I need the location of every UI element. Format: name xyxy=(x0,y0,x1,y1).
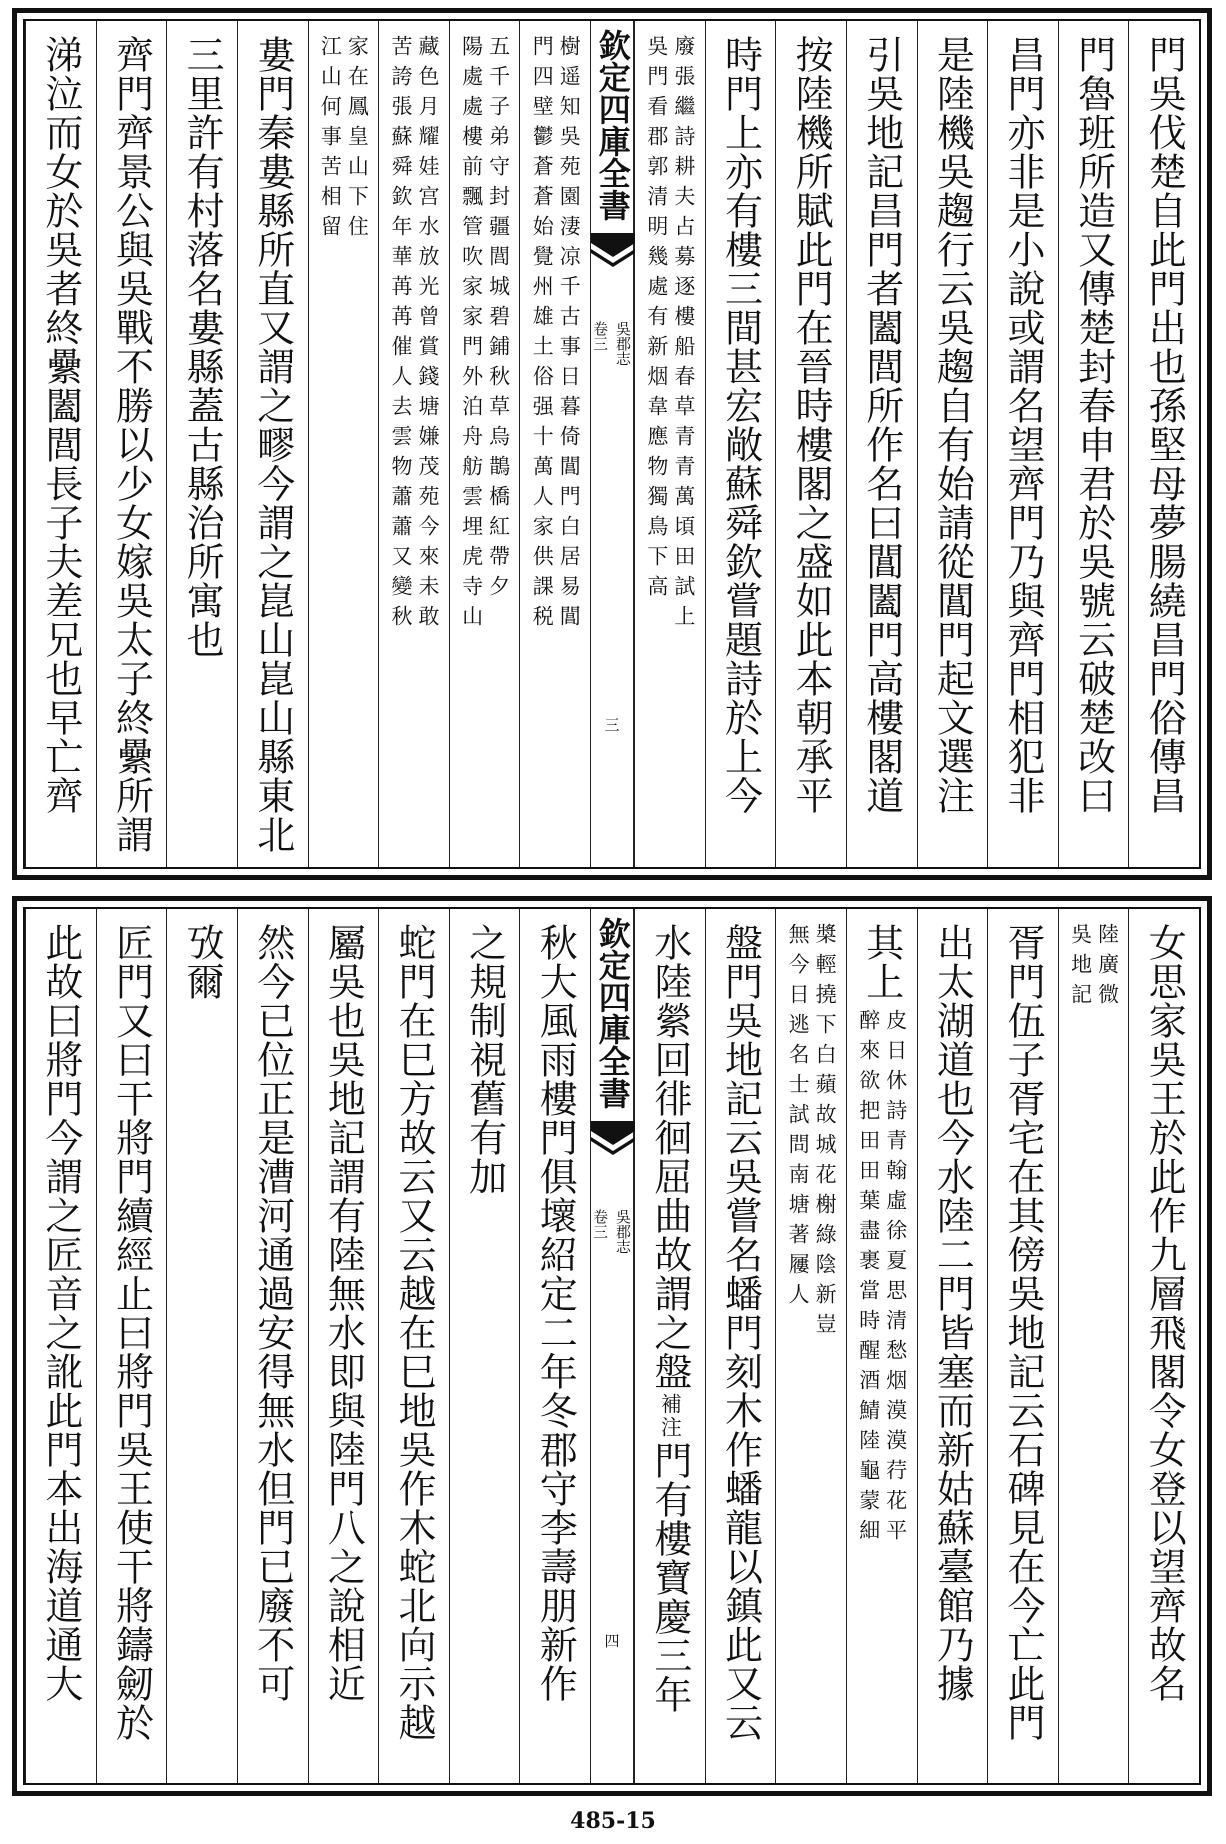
annotation-pair xyxy=(646,35,694,867)
text-column xyxy=(917,21,988,867)
text-column xyxy=(308,909,379,1783)
main-text: 三里許有村落名婁縣蓋古縣治所寓也 xyxy=(180,35,225,659)
text-column xyxy=(96,909,167,1783)
volume-label: 卷三 xyxy=(591,321,609,351)
leaf-number: 四 xyxy=(602,1633,621,1648)
text-column xyxy=(1128,21,1199,867)
text-column xyxy=(634,21,705,867)
text-column xyxy=(987,21,1058,867)
annotation-line: 吳門看郡郭清明幾處有新烟韋應物獨鳥下高 xyxy=(644,35,669,605)
main-text: 此故曰將門今謂之匠音之訛此門本出海道通大 xyxy=(38,923,83,1703)
text-column xyxy=(705,21,776,867)
annotation-pair xyxy=(786,923,838,1783)
main-text: 秋大風雨樓門俱壞紹定二年冬郡守李壽朋新作 xyxy=(533,923,578,1703)
text-column xyxy=(449,21,520,867)
annotation-note: 補注 xyxy=(658,1393,683,1439)
main-text: 然今已位正是漕河通過安得無水但門已廢不可 xyxy=(250,923,295,1703)
main-text: 婁門秦婁縣所直又謂之疁今謂之崑山崑山縣東北 xyxy=(250,35,295,854)
text-column xyxy=(449,909,520,1783)
text-column xyxy=(846,909,917,1783)
annotation-line: 江山何事苦相留 xyxy=(318,35,343,245)
text-column xyxy=(1058,21,1129,867)
text-column xyxy=(519,21,590,867)
annotation-line: 家在鳳皇山下住 xyxy=(345,35,370,245)
main-text: 昌門亦非是小說或謂名望齊門乃與齊門相犯非 xyxy=(1000,35,1045,815)
text-column xyxy=(705,909,776,1783)
main-text: 胥門伍子胥宅在其傍吳地記云石碑見在今亡此門 xyxy=(1000,923,1045,1742)
annotation-line: 陸廣微 xyxy=(1095,923,1120,1013)
main-text: 盤門吳地記云吳嘗名蟠門刻木作蟠龍以鎮此又云 xyxy=(718,923,763,1742)
main-text: 齊門齊景公與吳戰不勝以少女嫁吳太子終纍所謂 xyxy=(109,35,154,854)
annotation-line: 醉來欲把田田葉盡裹當時醒酒鯖陸龜蒙細 xyxy=(856,1009,881,1549)
text-column xyxy=(166,909,237,1783)
text-column xyxy=(634,909,705,1783)
text-column xyxy=(775,21,846,867)
main-text: 之規制視舊有加 xyxy=(462,923,507,1196)
main-text: 水陸縈回徘徊屈曲故謂之盤 xyxy=(647,923,692,1391)
annotation-line: 苦誇張蘇舜欽年華苒苒催人去雲物蕭蕭又變秋 xyxy=(388,35,413,635)
main-text: 時門上亦有樓三間甚宏敞蘇舜欽嘗題詩於上今 xyxy=(718,35,763,815)
page-number: 485-15 xyxy=(570,1808,656,1834)
text-column xyxy=(1128,909,1199,1783)
text-column xyxy=(775,909,846,1783)
lower-text-panel xyxy=(23,907,1201,1785)
main-text: 女思家吳王於此作九層飛閣令女登以望齊故名 xyxy=(1142,923,1187,1703)
fishtail-mark-icon xyxy=(591,233,635,267)
main-text: 門吳伐楚自此門出也孫堅母夢腸繞昌門俗傳昌 xyxy=(1142,35,1187,815)
text-column xyxy=(25,909,96,1783)
upper-text-panel xyxy=(23,19,1201,869)
annotation-pair xyxy=(858,1009,906,1549)
text-column xyxy=(166,21,237,867)
fishtail-mark-icon xyxy=(591,1121,635,1155)
volume-label: 卷三 xyxy=(591,1209,609,1239)
center-fold-column xyxy=(590,909,634,1783)
annotation-line: 無今日逃名士試問南塘著屨人 xyxy=(786,923,811,1313)
annotation-pair xyxy=(390,35,438,867)
main-text: 屬吳也吳地記謂有陸無水即與陸門八之說相近 xyxy=(321,923,366,1703)
annotation-pair xyxy=(461,35,509,867)
text-column xyxy=(25,21,96,867)
text-column xyxy=(1058,909,1129,1783)
text-column xyxy=(846,21,917,867)
collection-title: 欽定四庫全書 xyxy=(593,29,632,221)
annotation-pair xyxy=(1070,923,1118,1783)
annotation-pair xyxy=(318,35,370,867)
text-column xyxy=(378,21,449,867)
annotation-line: 廢張繼詩耕夫占募逐樓船春草青青萬頃田試上 xyxy=(671,35,696,635)
text-column xyxy=(308,21,379,867)
main-text: 是陸機吳趨行云吳趨自有始請從閶門起文選注 xyxy=(930,35,975,815)
text-column xyxy=(987,909,1058,1783)
main-text: 攷爾 xyxy=(180,923,225,1001)
text-column xyxy=(519,909,590,1783)
book-title: 吳郡志 xyxy=(614,321,632,366)
main-text: 門有樓寶慶三年 xyxy=(647,1441,692,1714)
main-text: 匠門又曰干將門續經止曰將門吳王使干將鑄劒於 xyxy=(109,923,154,1742)
annotation-line: 藏色月耀娃宫水放光曾賞錢塘嫌茂苑今來未敢 xyxy=(415,35,440,635)
main-text: 出太湖道也今水陸二門皆塞而新姑蘇臺館乃據 xyxy=(930,923,975,1703)
text-column xyxy=(237,909,308,1783)
annotation-pair xyxy=(530,35,582,867)
main-text: 按陸機所賦此門在晉時樓閣之盛如此本朝承平 xyxy=(789,35,834,815)
main-text: 門魯班所造又傳楚封春申君於吳號云破楚改曰 xyxy=(1071,35,1116,815)
leaf-number: 三 xyxy=(602,717,621,732)
annotation-line: 五千子弟守封疆閭城碧鋪秋草烏鵲橋紅帶夕 xyxy=(486,35,511,605)
text-column xyxy=(237,21,308,867)
annotation-line: 門四壁鬱蒼蒼始覺州雄土俗强十萬人家供課税 xyxy=(530,35,555,635)
main-text: 引吳地記昌門者闔閭所作名曰閶闔門高樓閣道 xyxy=(859,35,904,815)
center-fold-column xyxy=(590,21,634,867)
book-title: 吳郡志 xyxy=(614,1209,632,1254)
annotation-line: 樹遥知吳苑園淒凉千古事日暮倚閶門白居易閶 xyxy=(557,35,582,635)
annotation-line: 陽處處樓前飄管吹家家門外泊舟舫雲埋虎寺山 xyxy=(459,35,484,635)
text-column xyxy=(917,909,988,1783)
collection-title: 欽定四庫全書 xyxy=(593,917,632,1109)
main-text: 蛇門在巳方故云又云越在巳地吳作木蛇北向示越 xyxy=(391,923,436,1742)
text-column xyxy=(96,21,167,867)
upper-page-frame xyxy=(12,8,1212,880)
annotation-line: 吳地記 xyxy=(1068,923,1093,1013)
text-column xyxy=(378,909,449,1783)
main-text: 涕泣而女於吳者終纍闔閭長子夫差兄也早亡齊 xyxy=(38,35,83,815)
lower-page-frame xyxy=(12,896,1212,1796)
annotation-line: 槳輕撓下白蘋故城花榭綠陰新豈 xyxy=(813,923,838,1343)
main-text: 其上 xyxy=(859,923,904,1001)
annotation-line: 皮日休詩青翰虛徐夏思清愁烟漠漠荇花平 xyxy=(883,1009,908,1549)
